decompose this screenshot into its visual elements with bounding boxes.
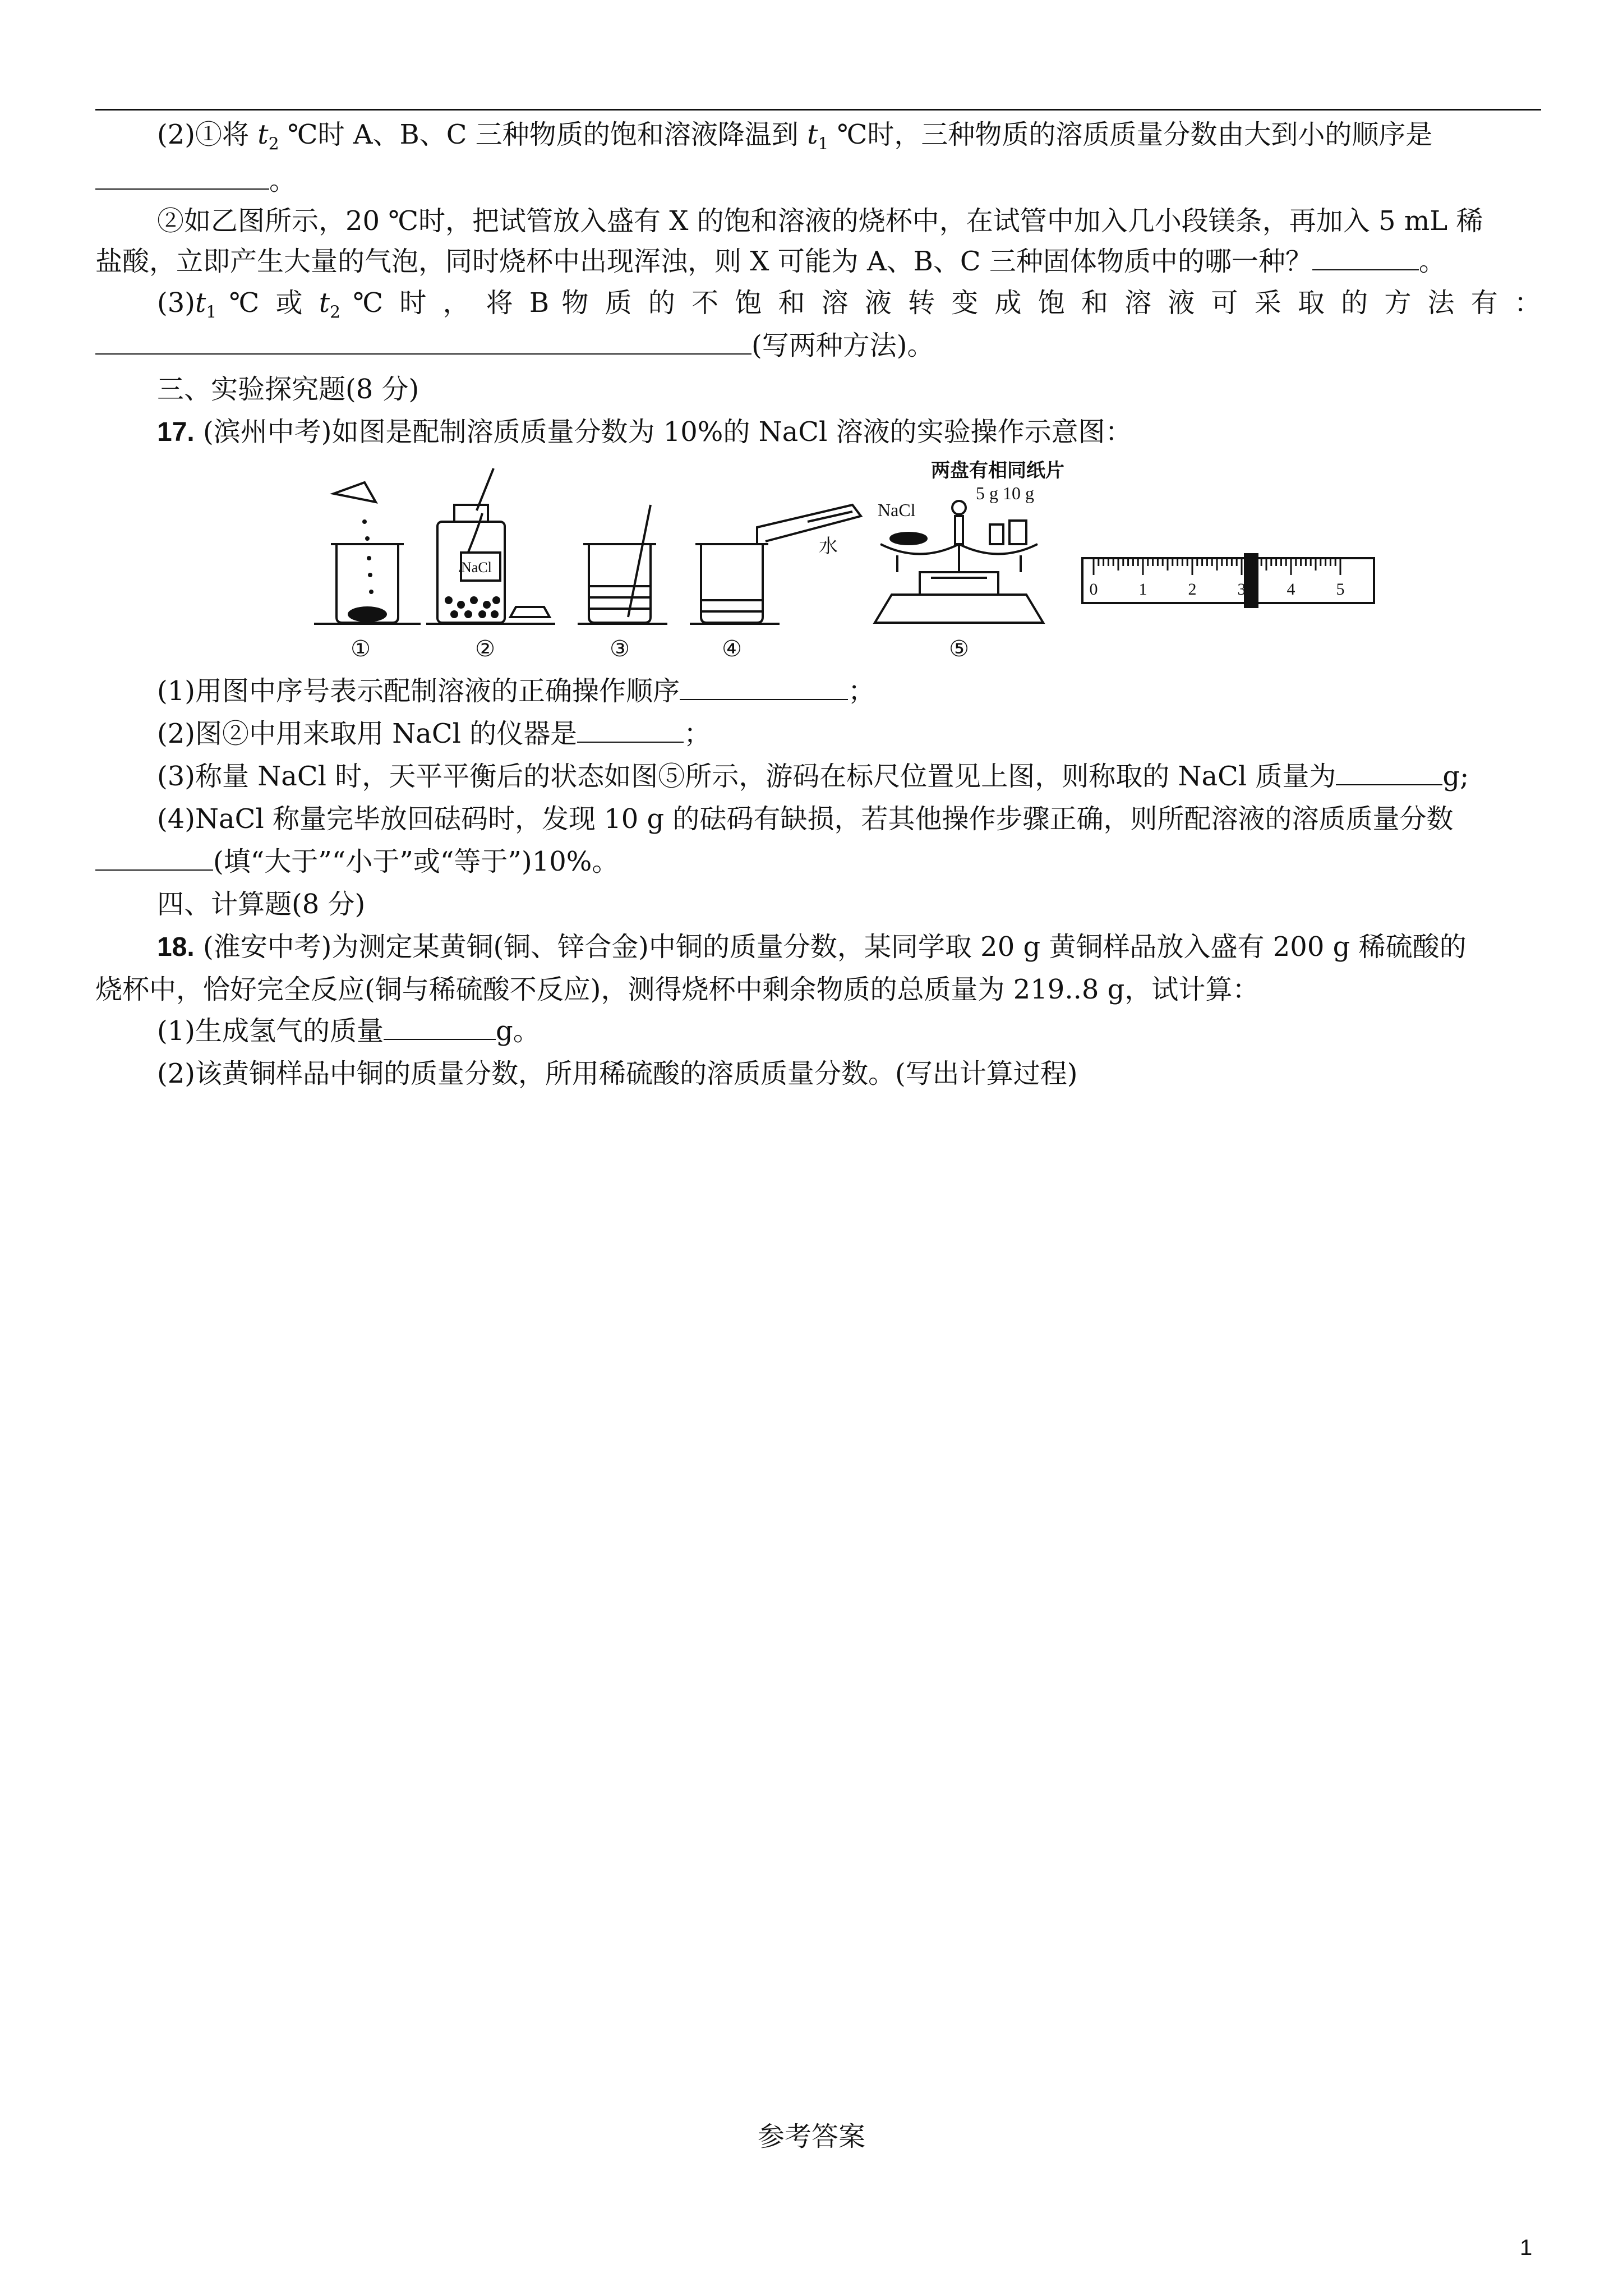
q17-stem: 17. (滨州中考)如图是配制溶质质量分数为 10%的 NaCl 溶液的实验操作示意图： — [157, 416, 1132, 448]
ruler-tick-label: 1 — [1138, 580, 1147, 599]
answer-blank[interactable] — [384, 1014, 496, 1040]
answer-blank[interactable] — [95, 845, 213, 871]
answer-blank[interactable] — [577, 717, 684, 743]
answer-blank[interactable] — [1312, 245, 1419, 270]
page-number: 1 — [1520, 2235, 1533, 2260]
answer-blank[interactable] — [680, 674, 848, 700]
q17-1: (1)用图中序号表示配制溶液的正确操作顺序 ； — [157, 675, 875, 707]
q18-2: (2)该黄铜样品中铜的质量分数，所用稀硫酸的溶质质量分数。(写出计算过程) — [157, 1058, 1078, 1089]
section-4-heading: 四、计算题(8 分) — [157, 889, 366, 920]
q16-3-line: $(3)t_1$ ℃ 或 $t_2$ ℃ 时 ， 将 B 物 质 的 不 饱 和 溶 液 转 变 成 饱 和 溶 液 可 采 取 的 方 法 有 ： — [157, 287, 1541, 323]
answers-heading: 参考答案 — [757, 2121, 865, 2152]
ruler-tick-label: 0 — [1089, 580, 1098, 599]
bottle-label: NaCl — [461, 559, 492, 576]
q17-4: (4)NaCl 称量完毕放回砝码时，发现 10 g 的砝码有缺损，若其他操作步骤正确，则所配溶液的溶质质量分数 — [157, 803, 1454, 835]
ruler-tick-label: 2 — [1188, 580, 1197, 599]
ruler-tick-label: 4 — [1287, 580, 1295, 599]
step-1-illustration — [314, 482, 421, 624]
q17-4-cont: (填“大于”“小于”或“等于”)10%。 — [95, 844, 1541, 880]
step-3-illustration — [578, 505, 667, 624]
answer-blank[interactable] — [95, 164, 269, 190]
answer-blank[interactable] — [95, 329, 751, 355]
top-rule — [95, 109, 1541, 111]
step-4-illustration — [690, 505, 861, 624]
q18-stem-cont: 烧杯中，恰好完全反应(铜与稀硫酸不反应)，测得烧杯中剩余物质的总质量为 219..8 g，试计算： — [95, 974, 1260, 1005]
step-3-label: ③ — [610, 636, 630, 661]
ruler-tick-label: 5 — [1336, 580, 1345, 599]
q16-2-1-answer-line: 。 — [95, 163, 1541, 199]
q17-3: (3)称量 NaCl 时，天平平衡后的状态如图⑤所示，游码在标尺位置见上图，则称取的 NaCl 质量为 g; — [157, 761, 1469, 792]
q16-2-1-line: (2)①将 $t_2$ ℃时 A、B、C 三种物质的饱和溶液降温到 $t_1$ ℃时，三种物质的溶质质量分数由大到小的顺序是 — [157, 119, 1433, 154]
ruler-tick-label: 3 — [1237, 580, 1246, 599]
step-5-label: ⑤ — [949, 636, 969, 661]
answer-blank[interactable] — [1336, 760, 1442, 785]
balance-title: 两盘有相同纸片 — [931, 461, 1064, 481]
q18-1: (1)生成氢气的质量 g。 — [157, 1015, 540, 1047]
section-3-heading: 三、实验探究题(8 分) — [157, 374, 419, 405]
step-1-label: ① — [351, 636, 371, 661]
experiment-figure — [314, 460, 1380, 662]
balance-nacl-label: NaCl — [878, 500, 916, 520]
weights-label: 5 g 10 g — [976, 483, 1034, 503]
q16-3-answer-line: (写两种方法)。 — [95, 328, 1541, 364]
q17-2: (2)图②中用来取用 NaCl 的仪器是 ； — [157, 718, 711, 749]
step-2-label: ② — [475, 636, 495, 661]
water-label: 水 — [819, 536, 838, 557]
step-4-label: ④ — [722, 636, 742, 661]
q16-2-2-line2: 盐酸，立即产生大量的气泡，同时烧杯中出现浑浊，则 X 可能为 A、B、C 三种固体物质中的哪一种？ 。 — [95, 246, 1446, 277]
step-2-illustration — [426, 468, 555, 624]
q16-2-2-line: ②如乙图所示，20 ℃时，把试管放入盛有 X 的饱和溶液的烧杯中，在试管中加入几小段镁条，再加入 5 mL 稀 — [157, 205, 1483, 237]
q18-stem: 18. (淮安中考)为测定某黄铜(铜、锌合金)中铜的质量分数，某同学取 20 g 黄铜样品放入盛有 200 g 稀硫酸的 — [157, 931, 1467, 963]
